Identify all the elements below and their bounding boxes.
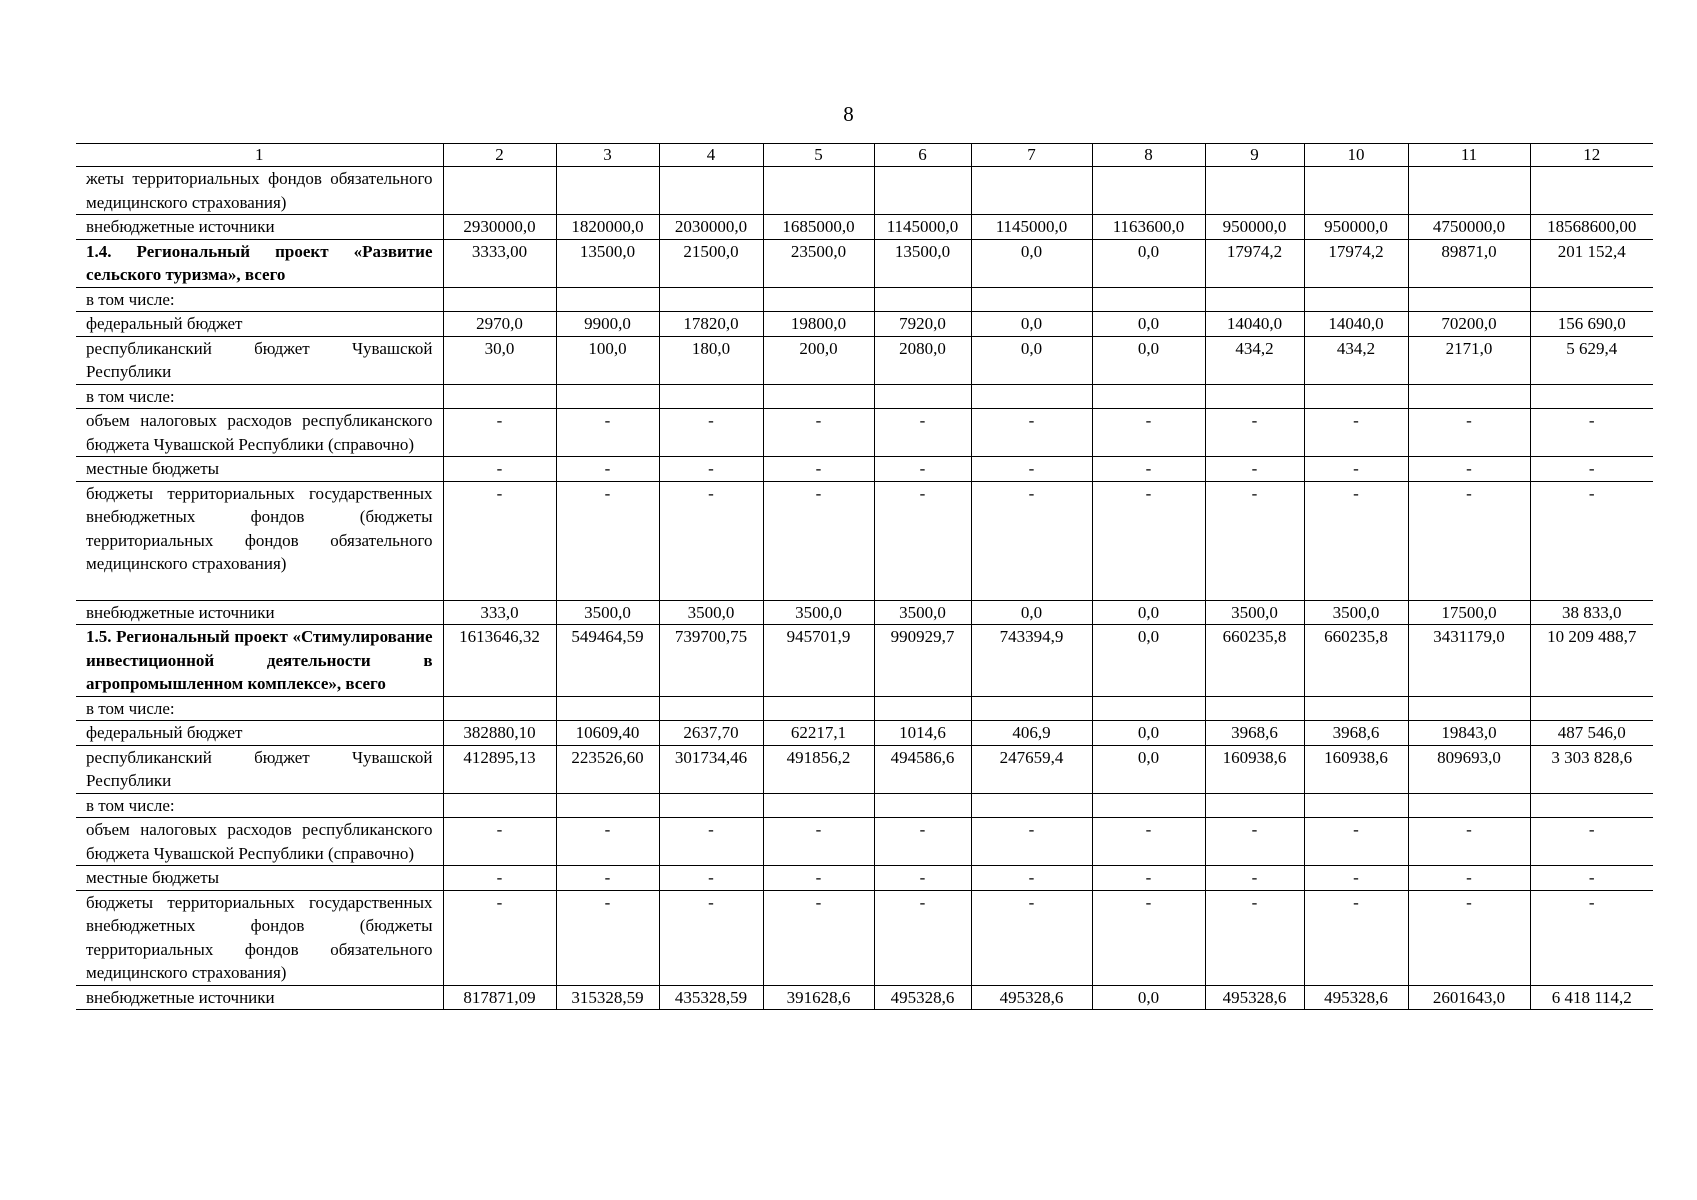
value-cell: 0,0: [1092, 721, 1205, 746]
value-cell: -: [443, 457, 556, 482]
table-row: [76, 818, 1653, 866]
table-row: [76, 384, 1653, 409]
value-cell: -: [1530, 890, 1653, 985]
table-row: [76, 866, 1653, 891]
value-cell: -: [763, 481, 874, 600]
value-cell: [1408, 287, 1530, 312]
value-cell: 9900,0: [556, 312, 659, 337]
value-cell: -: [556, 457, 659, 482]
row-label: 1.5. Региональный проект «Стимулирование инвестиционной деятельности в агропромышленном комплексе», всего: [76, 625, 443, 697]
value-cell: [1092, 167, 1205, 215]
value-cell: 160938,6: [1205, 745, 1304, 793]
value-cell: [1530, 793, 1653, 818]
value-cell: [1408, 384, 1530, 409]
value-cell: 0,0: [1092, 625, 1205, 697]
value-cell: -: [659, 481, 763, 600]
value-cell: -: [659, 890, 763, 985]
value-cell: [443, 384, 556, 409]
value-cell: [1304, 167, 1408, 215]
row-label: объем налоговых расходов республиканского бюджета Чувашской Республики (справочно): [76, 409, 443, 457]
value-cell: -: [1304, 481, 1408, 600]
value-cell: [1092, 384, 1205, 409]
value-cell: -: [1304, 409, 1408, 457]
value-cell: [443, 696, 556, 721]
value-cell: 406,9: [971, 721, 1092, 746]
value-cell: -: [556, 890, 659, 985]
column-number: 4: [659, 144, 763, 167]
value-cell: -: [443, 866, 556, 891]
value-cell: 1685000,0: [763, 215, 874, 240]
value-cell: 817871,09: [443, 985, 556, 1010]
value-cell: -: [1092, 890, 1205, 985]
value-cell: [443, 793, 556, 818]
value-cell: 1163600,0: [1092, 215, 1205, 240]
value-cell: [971, 287, 1092, 312]
value-cell: 3500,0: [659, 600, 763, 625]
value-cell: [763, 696, 874, 721]
table-row: [76, 215, 1653, 240]
value-cell: 2970,0: [443, 312, 556, 337]
value-cell: -: [556, 818, 659, 866]
table-row: [76, 793, 1653, 818]
table-row: [76, 625, 1653, 697]
value-cell: -: [1408, 457, 1530, 482]
value-cell: 0,0: [971, 600, 1092, 625]
row-label: федеральный бюджет: [76, 721, 443, 746]
value-cell: 434,2: [1304, 336, 1408, 384]
value-cell: [971, 167, 1092, 215]
value-cell: 13500,0: [556, 239, 659, 287]
value-cell: 13500,0: [874, 239, 971, 287]
value-cell: 89871,0: [1408, 239, 1530, 287]
value-cell: 0,0: [971, 336, 1092, 384]
row-label: внебюджетные источники: [76, 985, 443, 1010]
value-cell: 3431179,0: [1408, 625, 1530, 697]
value-cell: 660235,8: [1304, 625, 1408, 697]
value-cell: [556, 696, 659, 721]
value-cell: [874, 384, 971, 409]
value-cell: 660235,8: [1205, 625, 1304, 697]
value-cell: 950000,0: [1205, 215, 1304, 240]
value-cell: -: [1530, 818, 1653, 866]
value-cell: 3 303 828,6: [1530, 745, 1653, 793]
value-cell: 156 690,0: [1530, 312, 1653, 337]
value-cell: 38 833,0: [1530, 600, 1653, 625]
row-label: в том числе:: [76, 696, 443, 721]
value-cell: [659, 384, 763, 409]
row-label: внебюджетные источники: [76, 215, 443, 240]
value-cell: 180,0: [659, 336, 763, 384]
value-cell: 3500,0: [1205, 600, 1304, 625]
value-cell: -: [556, 409, 659, 457]
value-cell: 301734,46: [659, 745, 763, 793]
value-cell: [1092, 793, 1205, 818]
value-cell: [659, 287, 763, 312]
table-row: [76, 312, 1653, 337]
value-cell: -: [659, 409, 763, 457]
value-cell: 19843,0: [1408, 721, 1530, 746]
value-cell: -: [971, 866, 1092, 891]
value-cell: -: [971, 818, 1092, 866]
value-cell: 4750000,0: [1408, 215, 1530, 240]
value-cell: [556, 167, 659, 215]
value-cell: 494586,6: [874, 745, 971, 793]
column-number: 11: [1408, 144, 1530, 167]
value-cell: 18568600,00: [1530, 215, 1653, 240]
value-cell: -: [874, 890, 971, 985]
value-cell: [1205, 167, 1304, 215]
row-label: в том числе:: [76, 384, 443, 409]
value-cell: [874, 696, 971, 721]
value-cell: [1530, 167, 1653, 215]
value-cell: [971, 384, 1092, 409]
value-cell: [556, 384, 659, 409]
column-number: 9: [1205, 144, 1304, 167]
value-cell: 1145000,0: [874, 215, 971, 240]
value-cell: -: [1205, 866, 1304, 891]
value-cell: 17820,0: [659, 312, 763, 337]
column-number: 12: [1530, 144, 1653, 167]
value-cell: -: [763, 890, 874, 985]
value-cell: 412895,13: [443, 745, 556, 793]
value-cell: 3500,0: [763, 600, 874, 625]
value-cell: 0,0: [1092, 239, 1205, 287]
value-cell: -: [1205, 890, 1304, 985]
column-number: 6: [874, 144, 971, 167]
value-cell: 3500,0: [874, 600, 971, 625]
value-cell: 0,0: [1092, 985, 1205, 1010]
value-cell: -: [1530, 409, 1653, 457]
value-cell: 21500,0: [659, 239, 763, 287]
value-cell: [971, 793, 1092, 818]
value-cell: 743394,9: [971, 625, 1092, 697]
value-cell: [1304, 384, 1408, 409]
value-cell: 17974,2: [1205, 239, 1304, 287]
value-cell: -: [659, 818, 763, 866]
value-cell: 2601643,0: [1408, 985, 1530, 1010]
value-cell: [659, 793, 763, 818]
value-cell: 315328,59: [556, 985, 659, 1010]
table-row: [76, 721, 1653, 746]
row-label: внебюджетные источники: [76, 600, 443, 625]
value-cell: 0,0: [1092, 336, 1205, 384]
value-cell: 491856,2: [763, 745, 874, 793]
value-cell: -: [1092, 457, 1205, 482]
value-cell: 247659,4: [971, 745, 1092, 793]
value-cell: 160938,6: [1304, 745, 1408, 793]
value-cell: -: [763, 866, 874, 891]
value-cell: 739700,75: [659, 625, 763, 697]
value-cell: 549464,59: [556, 625, 659, 697]
value-cell: -: [443, 818, 556, 866]
value-cell: -: [1530, 481, 1653, 600]
value-cell: 70200,0: [1408, 312, 1530, 337]
value-cell: -: [1092, 481, 1205, 600]
value-cell: -: [763, 457, 874, 482]
table-row: [76, 409, 1653, 457]
value-cell: -: [1205, 457, 1304, 482]
value-cell: -: [556, 866, 659, 891]
value-cell: 2030000,0: [659, 215, 763, 240]
value-cell: [1205, 793, 1304, 818]
value-cell: [1530, 287, 1653, 312]
row-label: жеты территориальных фондов обязательного медицинского страхования): [76, 167, 443, 215]
value-cell: 17500,0: [1408, 600, 1530, 625]
value-cell: 14040,0: [1304, 312, 1408, 337]
value-cell: [971, 696, 1092, 721]
value-cell: 495328,6: [874, 985, 971, 1010]
value-cell: -: [659, 866, 763, 891]
value-cell: -: [1408, 409, 1530, 457]
row-label: федеральный бюджет: [76, 312, 443, 337]
value-cell: [763, 384, 874, 409]
value-cell: 3968,6: [1205, 721, 1304, 746]
value-cell: -: [971, 409, 1092, 457]
value-cell: [556, 793, 659, 818]
value-cell: [443, 167, 556, 215]
value-cell: [1304, 696, 1408, 721]
row-label: местные бюджеты: [76, 866, 443, 891]
value-cell: 3968,6: [1304, 721, 1408, 746]
row-label: республиканский бюджет Чувашской Республики: [76, 336, 443, 384]
value-cell: [1205, 384, 1304, 409]
value-cell: -: [1304, 818, 1408, 866]
page-number: 8: [843, 102, 854, 126]
value-cell: [1530, 696, 1653, 721]
column-number: 2: [443, 144, 556, 167]
value-cell: [874, 167, 971, 215]
value-cell: -: [1408, 481, 1530, 600]
value-cell: [763, 167, 874, 215]
value-cell: 809693,0: [1408, 745, 1530, 793]
value-cell: 100,0: [556, 336, 659, 384]
table-row: [76, 167, 1653, 215]
column-number: 1: [76, 144, 443, 167]
value-cell: [874, 287, 971, 312]
table-row: [76, 696, 1653, 721]
value-cell: 950000,0: [1304, 215, 1408, 240]
value-cell: -: [1092, 409, 1205, 457]
value-cell: 2171,0: [1408, 336, 1530, 384]
row-label: 1.4. Региональный проект «Развитие сельского туризма», всего: [76, 239, 443, 287]
value-cell: 391628,6: [763, 985, 874, 1010]
value-cell: 0,0: [971, 239, 1092, 287]
value-cell: 10 209 488,7: [1530, 625, 1653, 697]
value-cell: -: [763, 818, 874, 866]
table-row: [76, 600, 1653, 625]
row-label: объем налоговых расходов республиканского бюджета Чувашской Республики (справочно): [76, 818, 443, 866]
value-cell: 1613646,32: [443, 625, 556, 697]
value-cell: 495328,6: [971, 985, 1092, 1010]
value-cell: [1530, 384, 1653, 409]
value-cell: 17974,2: [1304, 239, 1408, 287]
value-cell: 0,0: [1092, 312, 1205, 337]
table-row: [76, 745, 1653, 793]
value-cell: 23500,0: [763, 239, 874, 287]
value-cell: -: [763, 409, 874, 457]
value-cell: 990929,7: [874, 625, 971, 697]
value-cell: 200,0: [763, 336, 874, 384]
value-cell: 487 546,0: [1530, 721, 1653, 746]
value-cell: 333,0: [443, 600, 556, 625]
value-cell: 30,0: [443, 336, 556, 384]
value-cell: -: [1092, 818, 1205, 866]
value-cell: 434,2: [1205, 336, 1304, 384]
value-cell: [1092, 287, 1205, 312]
value-cell: [1205, 696, 1304, 721]
value-cell: 382880,10: [443, 721, 556, 746]
table-row: [76, 481, 1653, 600]
value-cell: 435328,59: [659, 985, 763, 1010]
value-cell: 5 629,4: [1530, 336, 1653, 384]
value-cell: 495328,6: [1304, 985, 1408, 1010]
value-cell: -: [1408, 890, 1530, 985]
value-cell: -: [443, 890, 556, 985]
value-cell: [1408, 793, 1530, 818]
column-number: 8: [1092, 144, 1205, 167]
value-cell: [874, 793, 971, 818]
value-cell: 495328,6: [1205, 985, 1304, 1010]
value-cell: 14040,0: [1205, 312, 1304, 337]
table-row: [76, 239, 1653, 287]
value-cell: 2080,0: [874, 336, 971, 384]
financing-table: [76, 143, 1653, 1010]
value-cell: -: [659, 457, 763, 482]
value-cell: -: [874, 481, 971, 600]
value-cell: 3333,00: [443, 239, 556, 287]
value-cell: [1205, 287, 1304, 312]
value-cell: -: [971, 481, 1092, 600]
value-cell: [763, 287, 874, 312]
row-label: республиканский бюджет Чувашской Республики: [76, 745, 443, 793]
value-cell: 62217,1: [763, 721, 874, 746]
value-cell: -: [1408, 866, 1530, 891]
value-cell: -: [1530, 457, 1653, 482]
table-row: [76, 287, 1653, 312]
value-cell: 10609,40: [556, 721, 659, 746]
value-cell: -: [556, 481, 659, 600]
value-cell: [763, 793, 874, 818]
value-cell: [443, 287, 556, 312]
value-cell: [1304, 287, 1408, 312]
value-cell: 0,0: [1092, 600, 1205, 625]
value-cell: 2930000,0: [443, 215, 556, 240]
value-cell: -: [1530, 866, 1653, 891]
value-cell: 7920,0: [874, 312, 971, 337]
column-number: 3: [556, 144, 659, 167]
value-cell: [1092, 696, 1205, 721]
column-number: 7: [971, 144, 1092, 167]
value-cell: [556, 287, 659, 312]
value-cell: -: [1304, 457, 1408, 482]
column-number-row: [76, 144, 1653, 167]
value-cell: -: [443, 481, 556, 600]
value-cell: [1304, 793, 1408, 818]
table-row: [76, 457, 1653, 482]
value-cell: -: [1205, 481, 1304, 600]
value-cell: 1820000,0: [556, 215, 659, 240]
column-number: 5: [763, 144, 874, 167]
value-cell: 223526,60: [556, 745, 659, 793]
value-cell: 1014,6: [874, 721, 971, 746]
value-cell: -: [874, 409, 971, 457]
table-row: [76, 985, 1653, 1010]
value-cell: 3500,0: [1304, 600, 1408, 625]
value-cell: 0,0: [971, 312, 1092, 337]
value-cell: -: [874, 866, 971, 891]
value-cell: -: [971, 890, 1092, 985]
value-cell: [659, 696, 763, 721]
value-cell: 1145000,0: [971, 215, 1092, 240]
value-cell: 3500,0: [556, 600, 659, 625]
row-label: бюджеты территориальных государственных внебюджетных фондов (бюджеты территориальных фондов обязательного медицинского страхования): [76, 890, 443, 985]
value-cell: -: [971, 457, 1092, 482]
value-cell: 201 152,4: [1530, 239, 1653, 287]
value-cell: -: [443, 409, 556, 457]
row-label: в том числе:: [76, 793, 443, 818]
value-cell: -: [1092, 866, 1205, 891]
row-label: в том числе:: [76, 287, 443, 312]
value-cell: 19800,0: [763, 312, 874, 337]
value-cell: [1408, 167, 1530, 215]
row-label: бюджеты территориальных государственных внебюджетных фондов (бюджеты территориальных фондов обязательного медицинского страхования): [76, 481, 443, 600]
table-row: [76, 890, 1653, 985]
value-cell: -: [1205, 818, 1304, 866]
table-row: [76, 336, 1653, 384]
value-cell: -: [1205, 409, 1304, 457]
value-cell: -: [1408, 818, 1530, 866]
value-cell: -: [874, 457, 971, 482]
row-label: местные бюджеты: [76, 457, 443, 482]
column-number: 10: [1304, 144, 1408, 167]
value-cell: [659, 167, 763, 215]
value-cell: 945701,9: [763, 625, 874, 697]
value-cell: [1408, 696, 1530, 721]
value-cell: 0,0: [1092, 745, 1205, 793]
value-cell: -: [1304, 866, 1408, 891]
value-cell: -: [874, 818, 971, 866]
value-cell: 6 418 114,2: [1530, 985, 1653, 1010]
value-cell: 2637,70: [659, 721, 763, 746]
value-cell: -: [1304, 890, 1408, 985]
